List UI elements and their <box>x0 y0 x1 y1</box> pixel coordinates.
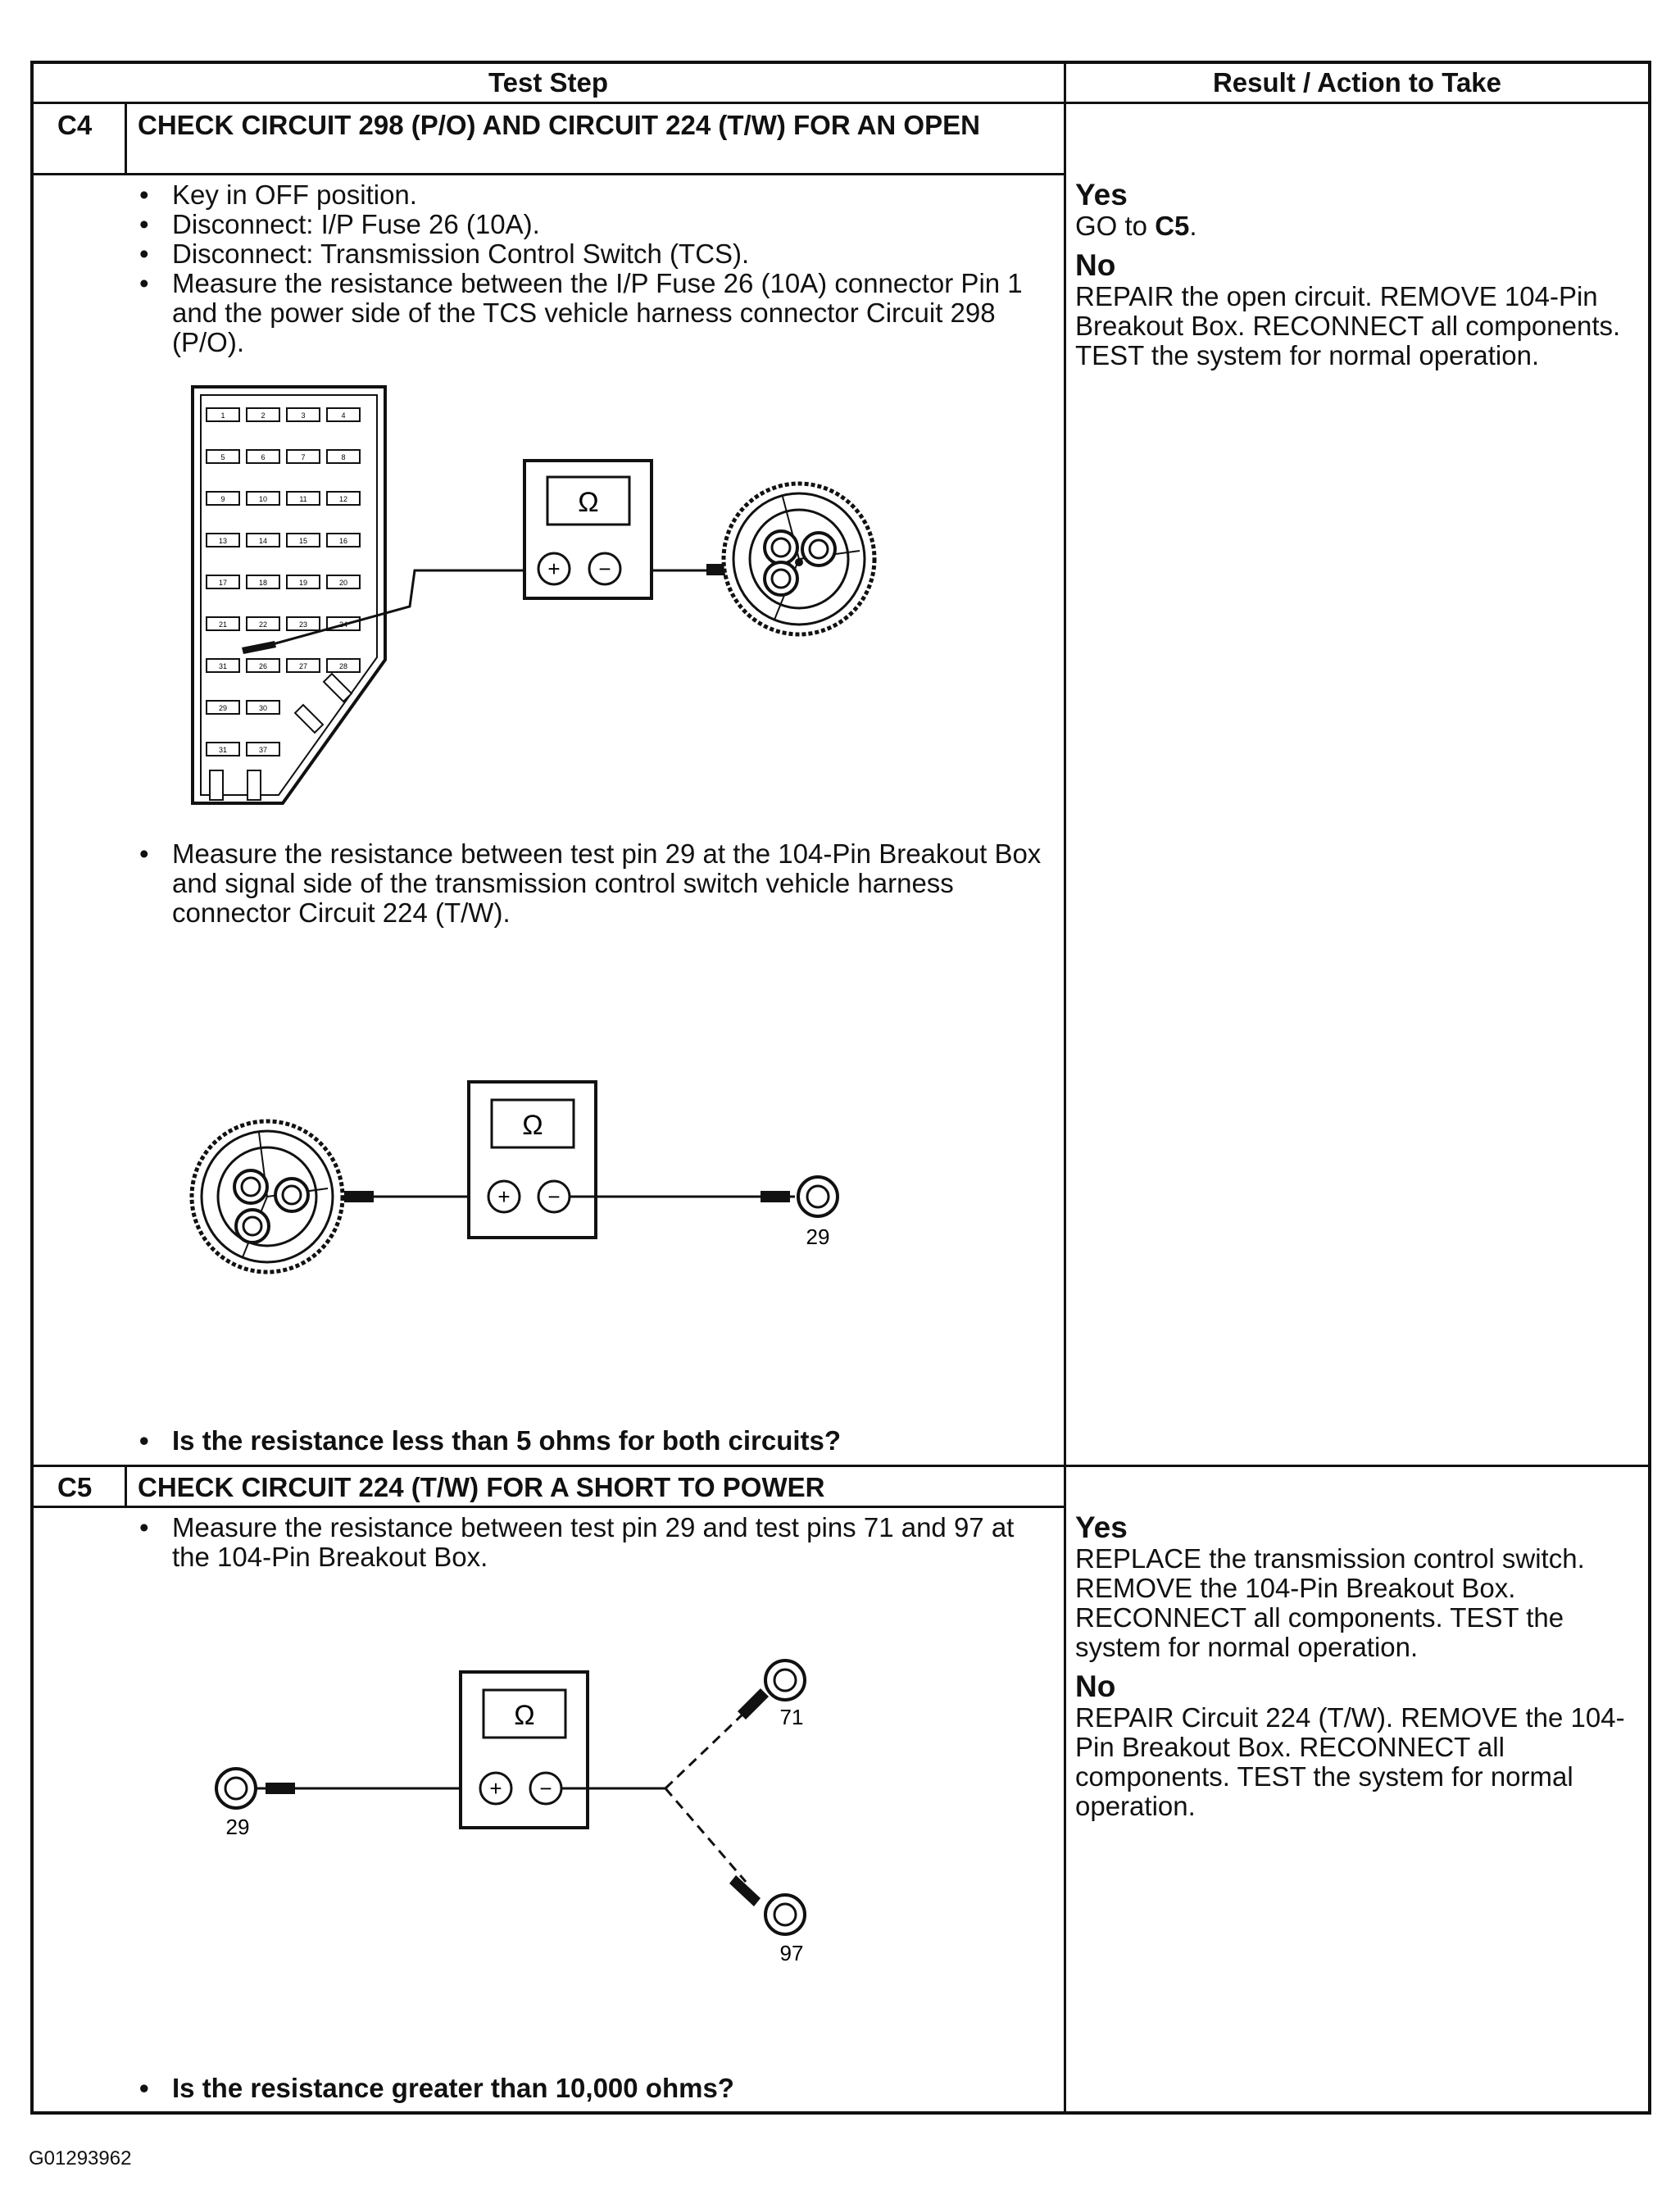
ohm-symbol: Ω <box>522 1110 543 1141</box>
step-title-c4: CHECK CIRCUIT 298 (P/O) AND CIRCUIT 224 (T/W) FOR AN OPEN <box>138 110 980 140</box>
fuse-number: 7 <box>301 453 306 461</box>
fuse-number: 28 <box>338 662 348 670</box>
ohm-symbol: Ω <box>578 487 599 518</box>
fuse-number: 22 <box>258 620 268 629</box>
fuse-number: 19 <box>298 579 308 587</box>
table-border-top <box>30 61 1651 64</box>
pin-97-label: 97 <box>779 1941 804 1965</box>
list-item: • Key in OFF position. <box>129 180 1047 210</box>
fuse-number: 1 <box>220 411 225 420</box>
svg-text:−: − <box>539 1776 552 1801</box>
list-item: • Disconnect: Transmission Control Switch (TCS). <box>129 239 1047 269</box>
c5-step-list <box>129 1513 1047 1572</box>
fuse-number: 16 <box>338 537 348 545</box>
pin-29-label: 29 <box>806 1224 830 1249</box>
header-test-step: Test Step <box>488 67 609 98</box>
c4-no-label: No <box>1075 248 1116 282</box>
c5-title-divider <box>30 1506 1065 1508</box>
fuse-number: 18 <box>258 579 268 587</box>
c5-no-label: No <box>1075 1670 1116 1703</box>
svg-text:+: + <box>497 1184 511 1209</box>
c4-yes-action: GO to C5. <box>1075 211 1197 241</box>
c4-question: • Is the resistance less than 5 ohms for both circuits? <box>129 1426 1047 1456</box>
c5-yes-label: Yes <box>1075 1511 1128 1544</box>
step-title-c5: CHECK CIRCUIT 224 (T/W) FOR A SHORT TO POWER <box>138 1472 825 1502</box>
fuse-number: 3 <box>301 411 306 420</box>
figure-id: G01293962 <box>29 2147 132 2169</box>
c5-question-list <box>129 2074 1047 2103</box>
fuse-grid <box>207 408 360 800</box>
c4-yes-label: Yes <box>1075 178 1128 211</box>
fuse-number: 30 <box>258 704 268 712</box>
fuse-number: 8 <box>341 453 346 461</box>
ohm-symbol: Ω <box>514 1700 535 1731</box>
fuse-number: 9 <box>220 495 225 503</box>
fuse-slot <box>324 674 352 702</box>
header-result-action: Result / Action to Take <box>1212 67 1502 98</box>
fuse-number: 27 <box>298 662 308 670</box>
tcs-connector <box>192 1121 343 1272</box>
c5-no-action: REPAIR Circuit 224 (T/W). REMOVE the 104-Pin Breakout Box. RECONNECT all components. TEST the system for normal operation. <box>1075 1702 1625 1821</box>
c4-step2-list <box>129 839 1047 928</box>
c4-yes-link: C5 <box>1155 211 1190 241</box>
fuse-number: 17 <box>218 579 228 587</box>
fuse-number: 14 <box>258 537 268 545</box>
fuse-number: 11 <box>299 495 307 503</box>
fuse-number: 21 <box>218 620 228 629</box>
pin-71-label: 71 <box>779 1705 804 1729</box>
fuse-number: 26 <box>258 662 268 670</box>
fuse-number: 6 <box>261 453 266 461</box>
short-to-power-diagram <box>197 1656 836 1967</box>
fuse-number: 4 <box>341 411 346 420</box>
tcs-to-pin29-diagram <box>172 1065 860 1311</box>
c5-top-divider <box>30 1465 1651 1467</box>
c4-id-divider <box>125 103 127 175</box>
fuse-number: 23 <box>298 620 308 629</box>
fuse-number: 24 <box>338 620 348 629</box>
header-row-divider <box>30 102 1651 104</box>
fuse-number: 37 <box>258 746 268 754</box>
c4-title-divider <box>30 173 1065 175</box>
fuse-number: 29 <box>218 704 228 712</box>
fuse-number: 10 <box>258 495 268 503</box>
c5-results <box>1075 1511 1641 1821</box>
table-border-right <box>1648 61 1651 2115</box>
svg-text:−: − <box>598 557 611 581</box>
list-item: • Measure the resistance between test pin 29 and test pins 71 and 97 at the 104-Pin Breakout Box. <box>129 1513 1047 1572</box>
fuse-number: 5 <box>220 453 225 461</box>
c5-yes-action: REPLACE the transmission control switch. REMOVE the 104-Pin Breakout Box. RECONNECT all components. TEST the system for normal operation. <box>1075 1543 1585 1662</box>
fuse-number: 13 <box>218 537 228 545</box>
step-id-c4: C4 <box>57 110 93 140</box>
column-divider <box>1064 61 1066 2115</box>
c4-results <box>1075 179 1641 370</box>
relay-slot <box>210 770 223 800</box>
c4-question-list <box>129 1426 1047 1456</box>
fuse-number: 31 <box>218 662 228 670</box>
relay-slot <box>247 770 261 800</box>
c5-question: • Is the resistance greater than 10,000 ohms? <box>129 2074 1047 2103</box>
fuse-number: 20 <box>338 579 348 587</box>
list-item: • Disconnect: I/P Fuse 26 (10A). <box>129 210 1047 239</box>
fuse-number: 2 <box>261 411 266 420</box>
fuse-panel-diagram <box>164 377 901 820</box>
fuse-number: 15 <box>298 537 308 545</box>
fuse-number: 12 <box>338 495 348 503</box>
tcs-connector <box>724 484 874 634</box>
pin-29-label: 29 <box>225 1815 250 1839</box>
fuse-slot <box>295 705 323 733</box>
svg-text:+: + <box>489 1776 502 1801</box>
svg-text:+: + <box>547 557 561 581</box>
step-id-c5: C5 <box>57 1472 93 1502</box>
table-border-left <box>30 61 34 2115</box>
list-item: • Measure the resistance between the I/P Fuse 26 (10A) connector Pin 1 and the power side of the TCS vehicle harness connector Circuit 298 (P/O). <box>129 269 1047 357</box>
table-border-bottom <box>30 2111 1651 2115</box>
c4-step-list <box>129 180 1047 357</box>
list-item: • Measure the resistance between test pin 29 at the 104-Pin Breakout Box and signal side of the transmission control switch vehicle harness connector Circuit 224 (T/W). <box>129 839 1047 928</box>
c4-no-action: REPAIR the open circuit. REMOVE 104-Pin Breakout Box. RECONNECT all components. TEST the system for normal operation. <box>1075 281 1621 370</box>
fuse-number: 31 <box>218 746 228 754</box>
svg-text:−: − <box>547 1184 561 1209</box>
c5-id-divider <box>125 1466 127 1507</box>
